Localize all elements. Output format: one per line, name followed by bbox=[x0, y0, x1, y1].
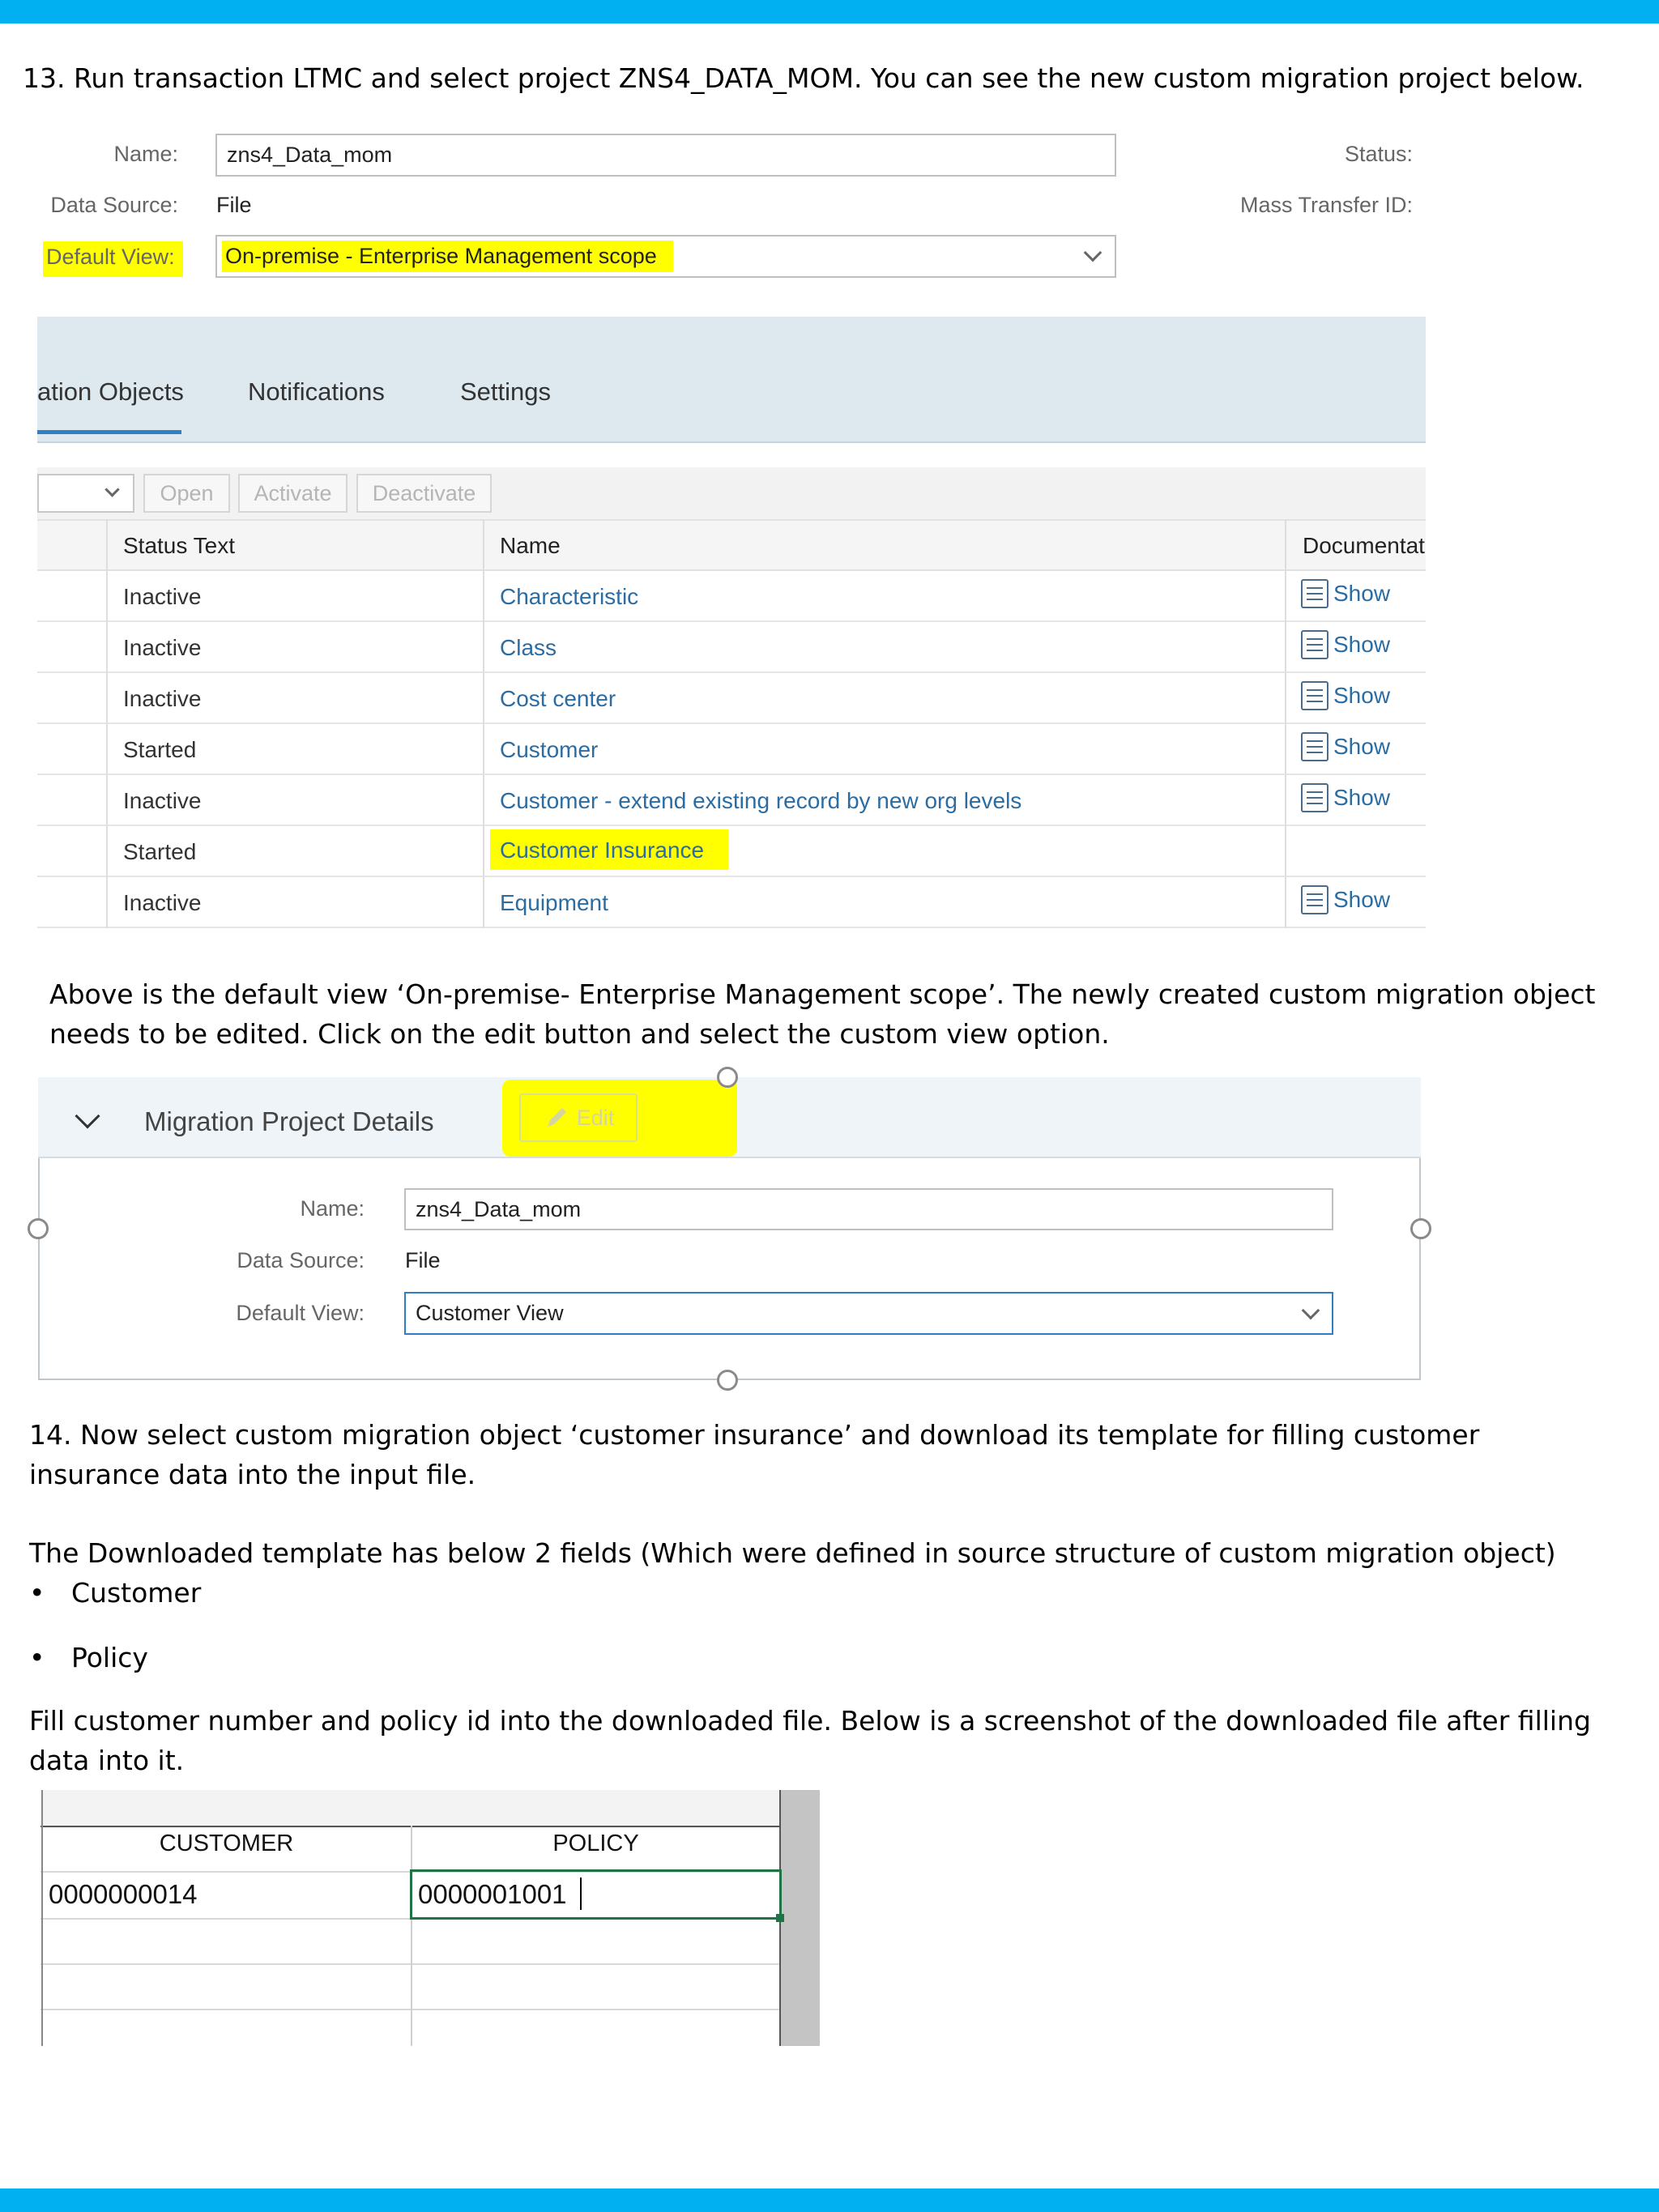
show-doc-link[interactable] bbox=[1301, 732, 1390, 761]
toolbar-dropdown[interactable] bbox=[37, 474, 134, 513]
default-view-value: On-premise - Enterprise Management scope bbox=[222, 241, 673, 272]
details-name-label: Name: bbox=[300, 1196, 365, 1221]
column-divider bbox=[106, 519, 108, 928]
document-icon bbox=[1301, 630, 1328, 659]
migration-object-link[interactable]: Equipment bbox=[500, 890, 608, 915]
migration-object-link[interactable]: Customer bbox=[500, 737, 599, 762]
table-header bbox=[37, 519, 1426, 571]
show-link-text: Show bbox=[1333, 683, 1391, 708]
default-view-explanation: Above is the default view ‘On-premise- Enterprise Management scope’. The newly created custom migration object needs to be edited. Click on the edit button and select the custom view option. bbox=[49, 978, 1596, 1050]
show-link-text: Show bbox=[1333, 632, 1391, 657]
resize-handle[interactable] bbox=[717, 1067, 738, 1088]
show-link-text: Show bbox=[1333, 887, 1391, 912]
status-cell: Started bbox=[123, 839, 197, 864]
migration-object-link[interactable]: Class bbox=[500, 635, 557, 660]
show-doc-link[interactable] bbox=[1301, 681, 1390, 710]
resize-handle[interactable] bbox=[1410, 1218, 1431, 1239]
status-cell: Inactive bbox=[123, 890, 202, 915]
show-link-text: Show bbox=[1333, 734, 1391, 759]
edit-label: Edit bbox=[576, 1105, 615, 1130]
column-header-status[interactable]: Status Text bbox=[123, 533, 236, 558]
status-cell: Inactive bbox=[123, 584, 202, 609]
bullet: • bbox=[29, 1577, 45, 1609]
document-icon bbox=[1301, 783, 1328, 812]
customer-cell[interactable]: 0000000014 bbox=[49, 1879, 198, 1909]
step-13-text: 13. Run transaction LTMC and select project ZNS4_DATA_MOM. You can see the new custom migration project below. bbox=[23, 62, 1584, 94]
show-doc-link[interactable] bbox=[1301, 885, 1390, 914]
status-label: Status: bbox=[1344, 142, 1413, 166]
name-input[interactable]: zns4_Data_mom bbox=[215, 134, 1116, 177]
details-default-view-select[interactable]: Customer View bbox=[404, 1292, 1333, 1335]
fill-handle[interactable] bbox=[776, 1914, 784, 1922]
column-header-documentation[interactable]: Documentat bbox=[1303, 533, 1425, 558]
deactivate-button[interactable]: Deactivate bbox=[356, 474, 492, 513]
tab-divider bbox=[37, 441, 1426, 443]
details-title: Migration Project Details bbox=[144, 1106, 434, 1136]
open-button[interactable]: Open bbox=[143, 474, 230, 513]
show-link-text: Show bbox=[1333, 785, 1391, 810]
status-cell: Started bbox=[123, 737, 197, 762]
document-icon bbox=[1301, 732, 1328, 761]
column-divider bbox=[1285, 519, 1286, 928]
show-doc-link[interactable] bbox=[1301, 579, 1390, 608]
text-cursor bbox=[580, 1877, 582, 1910]
active-cell-border bbox=[410, 1869, 782, 1920]
bullet-text: Customer bbox=[71, 1577, 202, 1609]
excel-col-line bbox=[41, 1790, 43, 2046]
pencil-icon bbox=[543, 1104, 570, 1132]
bullet: • bbox=[29, 1642, 45, 1673]
column-divider bbox=[483, 519, 484, 928]
document-icon bbox=[1301, 681, 1328, 710]
migration-object-link[interactable]: Cost center bbox=[500, 686, 616, 711]
customer-column-header[interactable]: CUSTOMER bbox=[159, 1831, 294, 1856]
document-icon bbox=[1301, 885, 1328, 914]
show-doc-link[interactable] bbox=[1301, 783, 1390, 812]
activate-button[interactable]: Activate bbox=[238, 474, 348, 513]
mass-transfer-id-label: Mass Transfer ID: bbox=[1239, 193, 1413, 217]
table-row[interactable] bbox=[37, 724, 1426, 775]
resize-handle[interactable] bbox=[717, 1370, 738, 1391]
list-item bbox=[29, 1573, 201, 1613]
fill-instructions-text: Fill customer number and policy id into the downloaded file. Below is a screenshot of the downloaded file after filling data into it. bbox=[29, 1705, 1591, 1776]
excel-top-strip bbox=[41, 1790, 780, 1828]
table-row[interactable] bbox=[37, 673, 1426, 724]
data-source-value: File bbox=[216, 193, 252, 217]
step-14-text: 14. Now select custom migration object ‘customer insurance’ and download its template for filling customer insurance data into the input file. bbox=[29, 1419, 1480, 1490]
tab-strip bbox=[37, 317, 1426, 442]
default-view-label: Default View: bbox=[43, 241, 183, 277]
table-row[interactable] bbox=[37, 826, 1426, 877]
status-cell: Inactive bbox=[123, 635, 202, 660]
table-row[interactable] bbox=[37, 622, 1426, 673]
bullet-text: Policy bbox=[71, 1642, 148, 1673]
migration-object-link[interactable]: Customer Insurance bbox=[490, 829, 728, 870]
details-data-source-label: Data Source: bbox=[237, 1248, 365, 1272]
details-data-source-value: File bbox=[405, 1248, 441, 1272]
resize-handle[interactable] bbox=[28, 1218, 49, 1239]
tab-notifications[interactable]: Notifications bbox=[248, 377, 385, 406]
default-view-select[interactable] bbox=[215, 235, 1116, 278]
show-doc-link[interactable] bbox=[1301, 630, 1390, 659]
status-cell: Inactive bbox=[123, 686, 202, 711]
table-row[interactable] bbox=[37, 571, 1426, 622]
table-row[interactable] bbox=[37, 877, 1426, 928]
migration-object-link[interactable]: Characteristic bbox=[500, 584, 639, 609]
excel-col-line bbox=[411, 1826, 412, 2046]
policy-column-header[interactable]: POLICY bbox=[552, 1831, 639, 1856]
bottom-accent-bar bbox=[0, 2189, 1659, 2212]
migration-object-link[interactable]: Customer - extend existing record by new org levels bbox=[500, 788, 1022, 813]
active-tab-indicator bbox=[37, 430, 181, 434]
list-item bbox=[29, 1638, 148, 1677]
policy-cell[interactable]: 0000001001 bbox=[418, 1879, 567, 1909]
excel-gray-area bbox=[780, 1790, 820, 2046]
column-header-name[interactable]: Name bbox=[500, 533, 561, 558]
status-cell: Inactive bbox=[123, 788, 202, 813]
template-fields-text: The Downloaded template has below 2 fields (Which were defined in source structure of custom migration object) bbox=[29, 1537, 1556, 1569]
show-link-text: Show bbox=[1333, 581, 1391, 606]
document-icon bbox=[1301, 579, 1328, 608]
data-source-label: Data Source: bbox=[50, 193, 178, 217]
details-default-view-label: Default View: bbox=[236, 1301, 365, 1325]
edit-button[interactable] bbox=[519, 1093, 638, 1142]
tab-migration-objects[interactable]: ation Objects bbox=[37, 377, 184, 406]
name-label: Name: bbox=[113, 142, 178, 166]
top-accent-bar bbox=[0, 0, 1659, 23]
tab-settings[interactable]: Settings bbox=[460, 377, 552, 406]
details-name-input[interactable]: zns4_Data_mom bbox=[404, 1188, 1333, 1230]
table-row[interactable] bbox=[37, 775, 1426, 826]
